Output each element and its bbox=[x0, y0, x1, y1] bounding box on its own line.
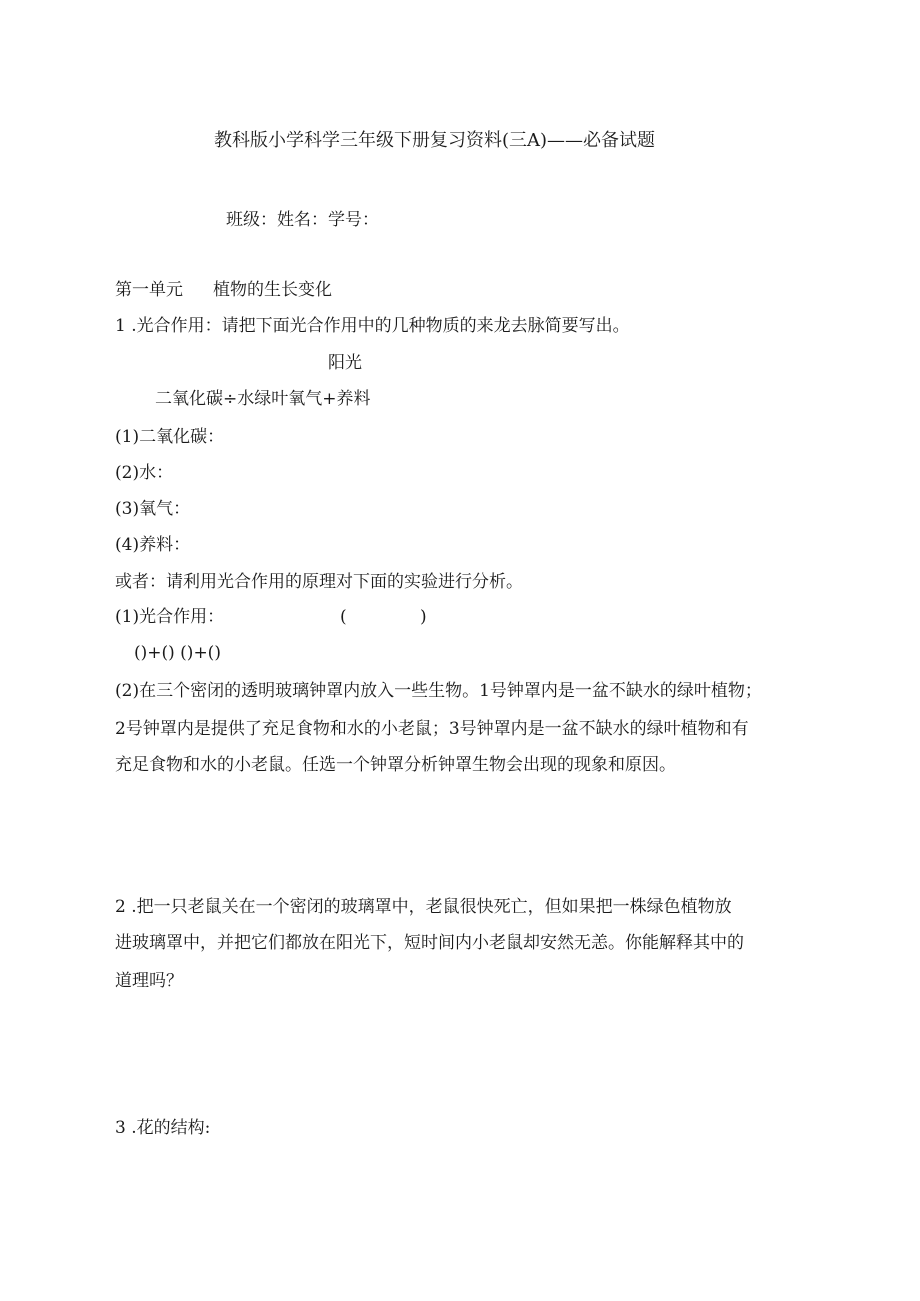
question-2-line: 道理吗？ bbox=[115, 971, 183, 991]
unit-heading bbox=[115, 279, 332, 301]
part-1-label: (1)光合作用： bbox=[115, 607, 225, 627]
sub-item-nutrients: (4)养料： bbox=[115, 535, 191, 555]
sub-item-oxygen: (3)氧气： bbox=[115, 499, 191, 519]
unit-number: 第一单元 bbox=[115, 280, 183, 300]
question-1-prompt: 1 .光合作用：请把下面光合作用中的几种物质的来龙去脉简要写出。 bbox=[115, 316, 630, 336]
part-2-line: 充足食物和水的小老鼠。任选一个钟罩分析钟罩生物会出现的现象和原因。 bbox=[115, 755, 676, 775]
student-info-line: 班级：姓名：学号： bbox=[226, 210, 379, 230]
part-2-line: (2)在三个密闭的透明玻璃钟罩内放入一些生物。1号钟罩内是一盆不缺水的绿叶植物； bbox=[115, 681, 762, 701]
alternative-prompt: 或者：请利用光合作用的原理对下面的实验进行分析。 bbox=[115, 572, 523, 592]
blank-paren-open: ( bbox=[340, 607, 347, 627]
blank-formula: ()+() ()+() bbox=[134, 643, 221, 663]
question-3-prompt: 3 .花的结构: bbox=[115, 1118, 211, 1138]
unit-name: 植物的生长变化 bbox=[213, 280, 332, 300]
sub-item-carbon-dioxide: (1)二氧化碳： bbox=[115, 427, 225, 447]
equation-condition: 阳光 bbox=[328, 353, 362, 373]
blank-paren-close: ) bbox=[420, 607, 427, 627]
page-title: 教科版小学科学三年级下册复习资料(三A)——必备试题 bbox=[214, 130, 656, 151]
photosynthesis-equation: 二氧化碳÷水绿叶氧气+养料 bbox=[155, 389, 371, 409]
part-2-line: 2号钟罩内是提供了充足食物和水的小老鼠；3号钟罩内是一盆不缺水的绿叶植物和有 bbox=[115, 719, 749, 739]
sub-item-water: (2)水： bbox=[115, 463, 174, 483]
question-2-line: 2 .把一只老鼠关在一个密闭的玻璃罩中，老鼠很快死亡，但如果把一株绿色植物放 bbox=[115, 897, 732, 917]
question-2-line: 进玻璃罩中，并把它们都放在阳光下，短时间内小老鼠却安然无恙。你能解释其中的 bbox=[115, 933, 744, 953]
